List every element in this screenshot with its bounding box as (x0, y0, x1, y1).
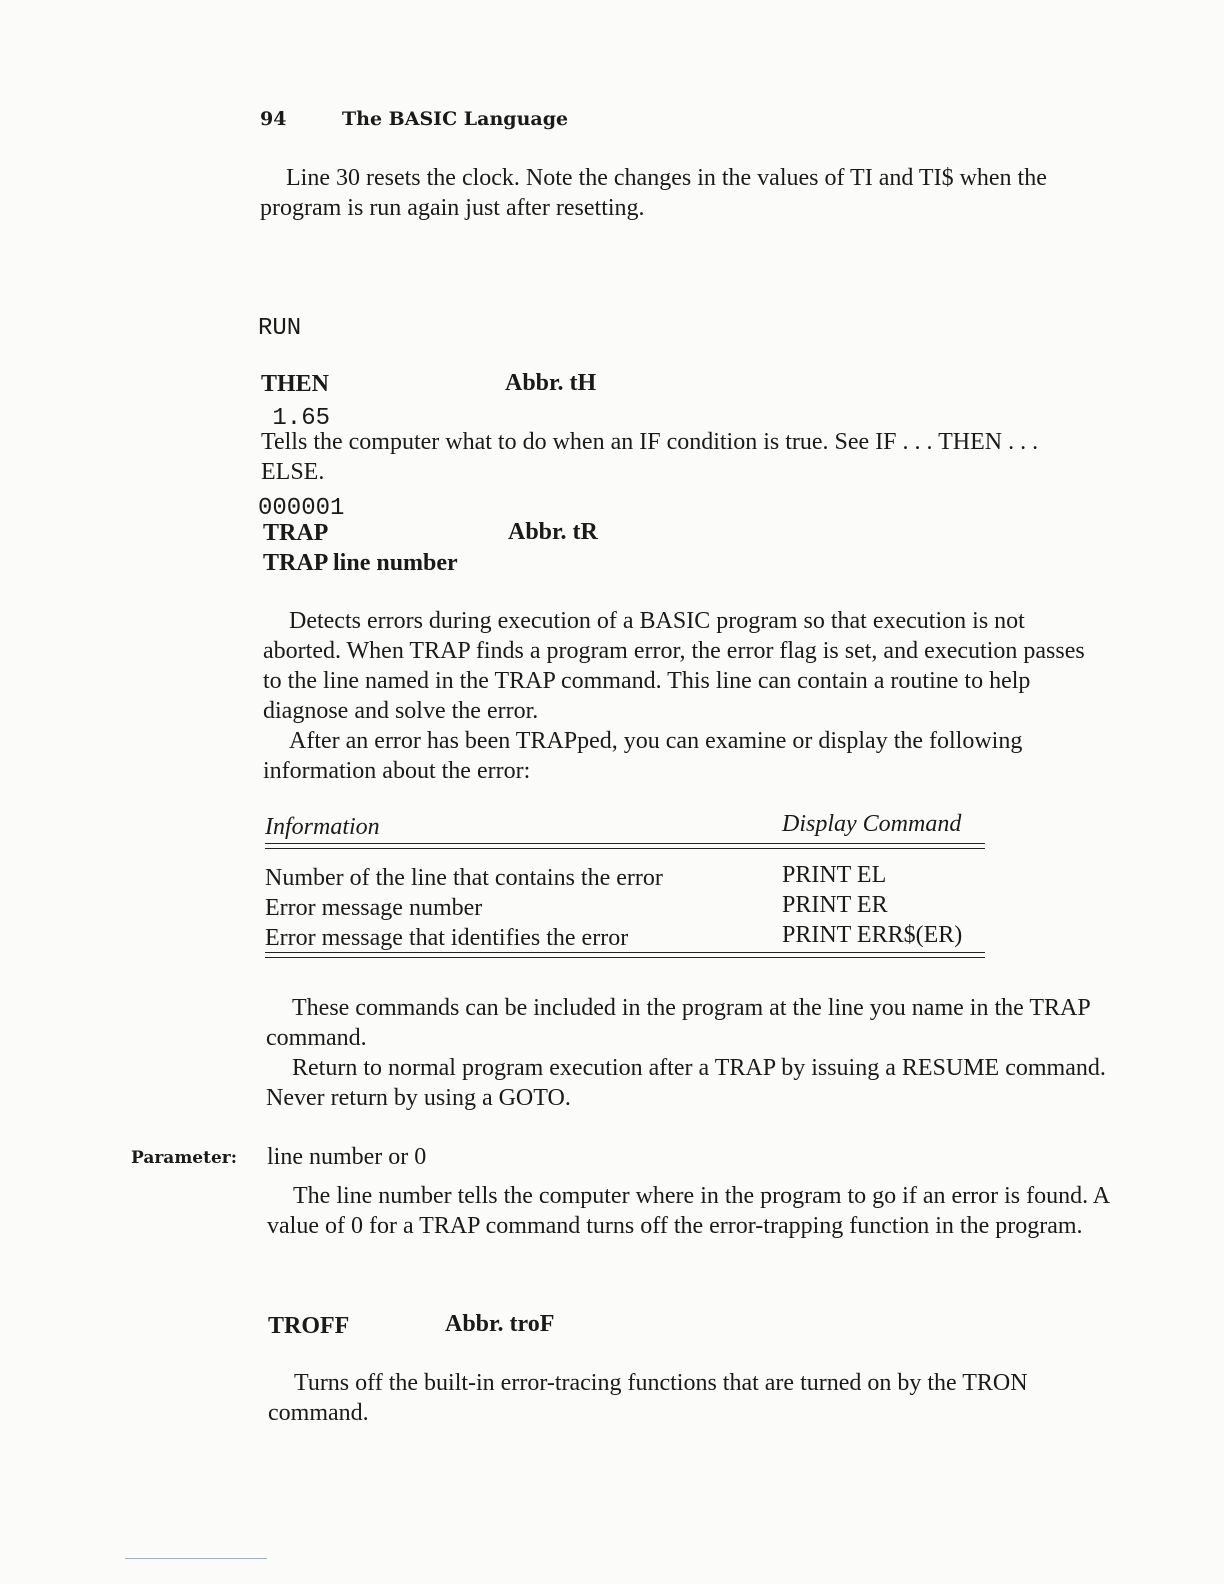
table-header-display-command: Display Command (782, 811, 962, 837)
table-cell-command: PRINT ERR$(ER) (782, 922, 963, 948)
table-cell-command: PRINT EL (782, 862, 887, 888)
trap-keyword: TRAP (263, 520, 329, 546)
trap-syntax: TRAP line number (263, 550, 458, 576)
run-line: RUN (258, 315, 302, 342)
troff-description-text: Turns off the built-in error-tracing functions that are turned on by the TRON command. (268, 1370, 1028, 1426)
table-cell-info: Number of the line that contains the error (265, 865, 663, 891)
parameter-label: Parameter: (131, 1148, 238, 1168)
then-description: Tells the computer what to do when an IF condition is true. See IF . . . THEN . . . ELSE. (261, 429, 1039, 485)
troff-abbr: Abbr. troF (445, 1311, 555, 1337)
table-header-information: Information (265, 814, 380, 840)
trap-paragraph-1: Detects errors during execution of a BASIC program so that execution is not aborted. When TRAP finds a program error, the error flag is set, and execution passes to the line named in the TRAP command. This line can contain a routine to help diagnose and solve the error. (263, 608, 1085, 724)
after-table-paragraph-2: Return to normal program execution after a TRAP by issuing a RESUME command. Never return by using a GOTO. (266, 1055, 1106, 1111)
table-bottom-rule (265, 952, 985, 953)
table-cell-info: Error message number (265, 895, 483, 921)
run-output (258, 254, 344, 554)
table-bottom-rule-2 (265, 957, 985, 958)
then-keyword: THEN (261, 371, 330, 397)
table-cell-info: Error message that identifies the error (265, 925, 629, 951)
troff-description (268, 1368, 1113, 1428)
table-cell-command: PRINT ER (782, 892, 888, 918)
table-top-rule (265, 843, 985, 844)
scan-edge-line (125, 1558, 267, 1559)
table-top-rule-2 (265, 848, 985, 849)
intro-paragraph (260, 163, 1105, 223)
then-abbr: Abbr. tH (505, 370, 597, 396)
table-row (265, 863, 663, 953)
parameter-value: line number or 0 (267, 1144, 427, 1170)
run-line: 000001 (258, 495, 345, 522)
running-header-title: The BASIC Language (342, 108, 569, 130)
trap-paragraph-2: After an error has been TRAPped, you can examine or display the following information about the error: (263, 728, 1023, 784)
page-number: 94 (260, 108, 287, 130)
trap-description (263, 606, 1108, 786)
after-table-text (266, 993, 1111, 1113)
after-table-paragraph-1: These commands can be included in the program at the line you name in the TRAP command. (266, 995, 1090, 1051)
run-line: 1.65 (258, 405, 331, 432)
parameter-description-text: The line number tells the computer where in the program to go if an error is found. A value of 0 for a TRAP command turns off the error-trapping function in the program. (267, 1183, 1109, 1239)
troff-keyword: TROFF (268, 1313, 350, 1339)
trap-abbr: Abbr. tR (508, 519, 598, 545)
parameter-description (267, 1181, 1112, 1241)
table-row (782, 860, 962, 950)
intro-text: Line 30 resets the clock. Note the changes in the values of TI and TI$ when the program is run again just after resetting. (260, 165, 1047, 221)
